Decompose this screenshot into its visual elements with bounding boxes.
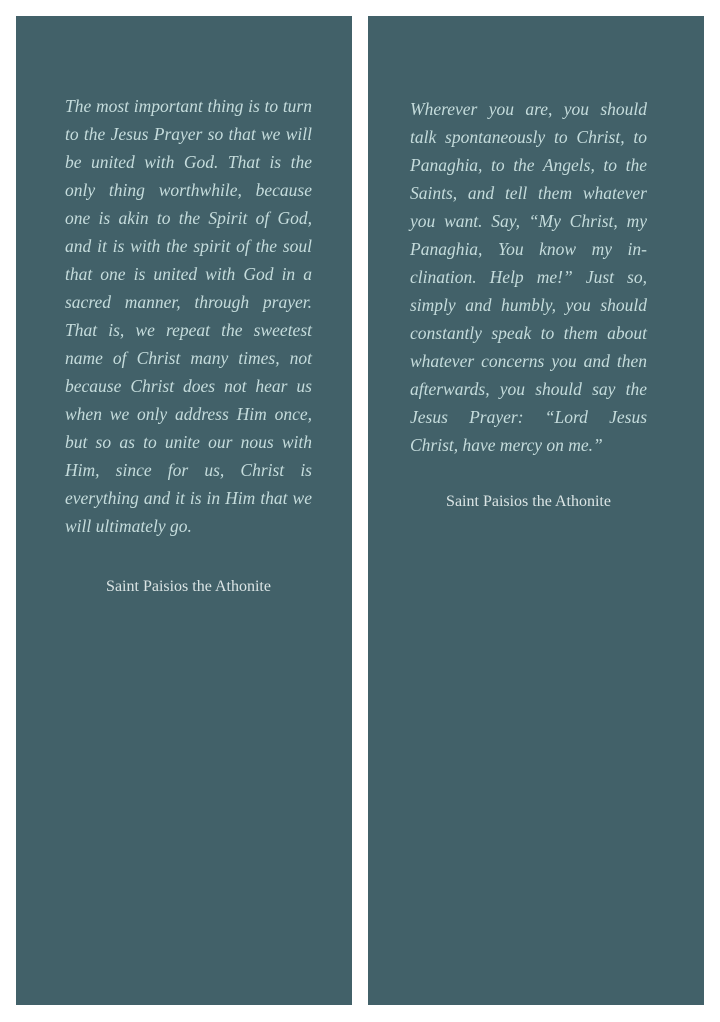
quote-text: Wherever you are, you should talk spontaneously to Christ, to Panaghia, to the Angels, to the Saints, and tell them whatever you want. Say, “My Christ, my Panaghia, You know my inclination. Help me!” Just so, simply and humbly, you should constantly speak to them about whatever concerns you and then afterwards, you should say the Jesus Prayer: “Lord Jesus Christ, have mercy on me.” (410, 99, 647, 455)
quote-attribution: Saint Paisios the Athonite (106, 578, 271, 595)
quote-text: The most important thing is to turn to the Jesus Prayer so that we will be united with God. That is the only thing worthwhile, because one is akin to the Spirit of God, and it is with the spirit of the soul that one is united with God in a sacred manner, through prayer. That is, we repeat the sweetest name of Christ many times, not because Christ does not hear us when we only address Him once, but so as to unite our nous with Him, since for us, Christ is everything and it is in Him that we will ultimately go. (65, 96, 312, 536)
bookmark-left (16, 16, 352, 1005)
bookmark-right (368, 16, 704, 1005)
quote-attribution: Saint Paisios the Athonite (446, 493, 611, 510)
